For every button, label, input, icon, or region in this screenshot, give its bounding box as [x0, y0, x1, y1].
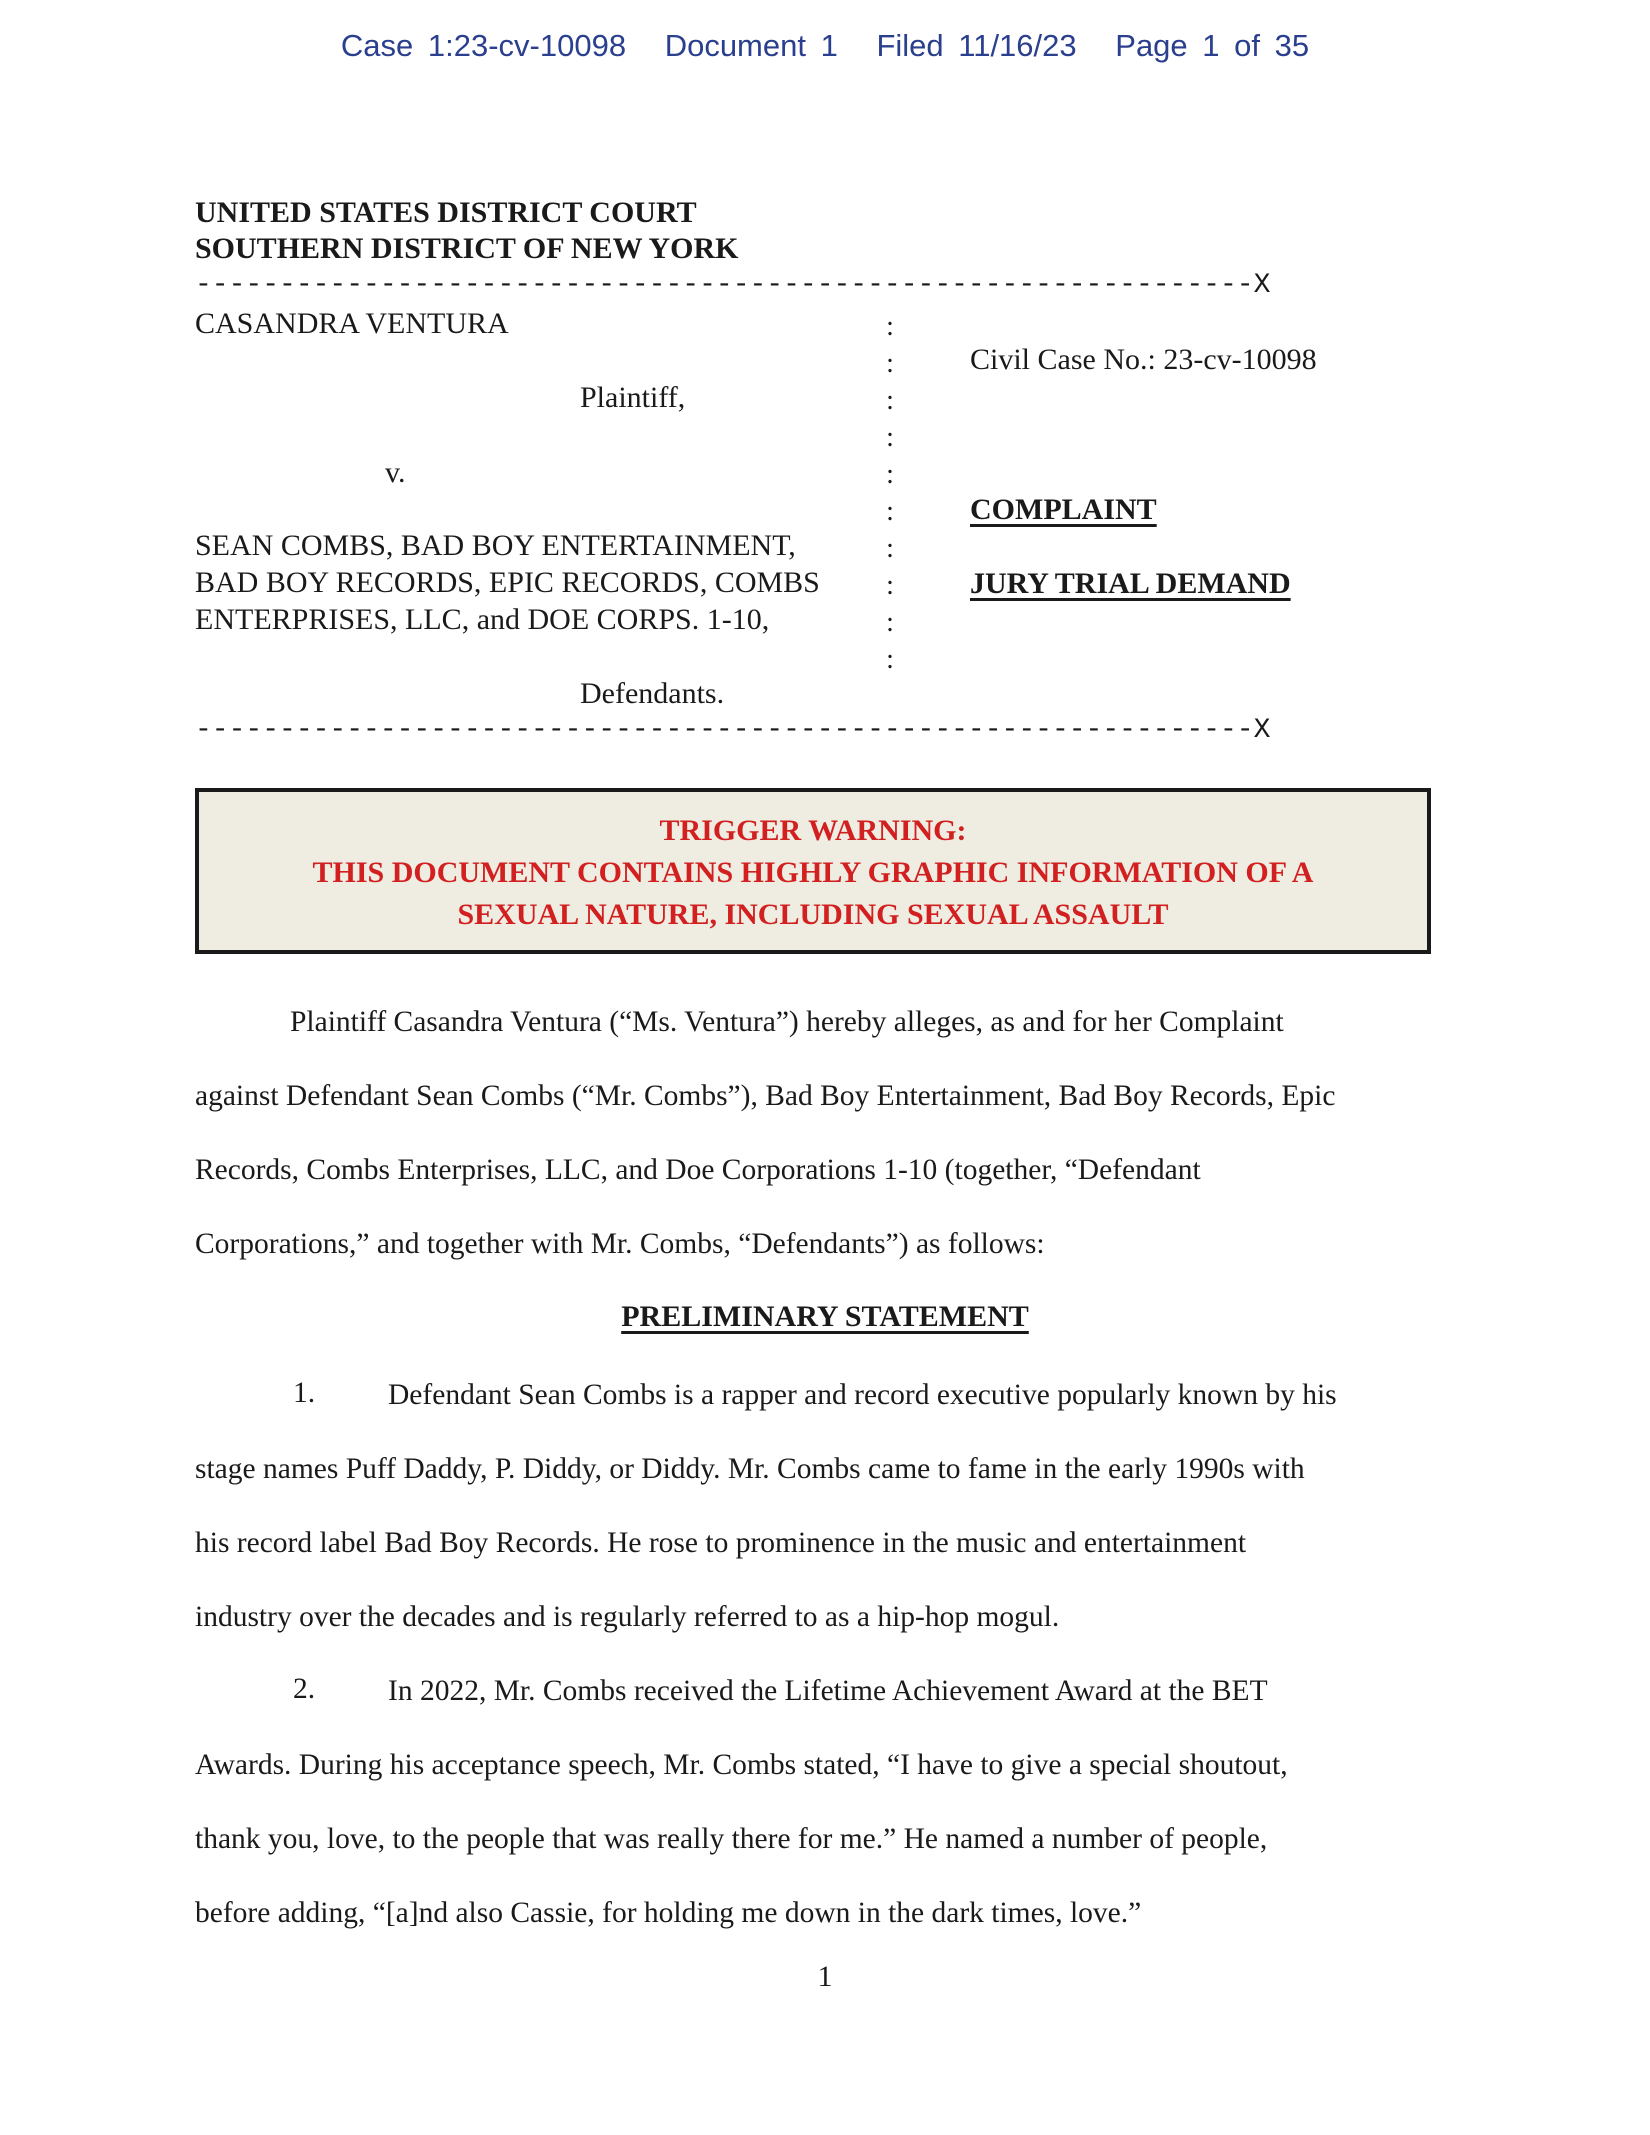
paragraph-line: his record label Bad Boy Records. He rose to prominence in the music and entertainment: [195, 1527, 1247, 1559]
plaintiff-label: Plaintiff,: [580, 381, 686, 414]
caption-colon-column: [880, 308, 900, 678]
caption-colon: :: [886, 496, 894, 527]
paragraph-number: 2.: [293, 1673, 316, 1705]
caption-colon: :: [886, 311, 894, 342]
defendants-line2: BAD BOY RECORDS, EPIC RECORDS, COMBS: [195, 566, 820, 599]
paragraph-number: 1.: [293, 1377, 316, 1409]
caption-colon: :: [886, 533, 894, 564]
caption-colon: :: [886, 459, 894, 490]
ecf-header: [0, 28, 1650, 64]
intro-line: against Defendant Sean Combs (“Mr. Combs”), Bad Boy Entertainment, Bad Boy Records, Epic: [195, 1080, 1336, 1112]
court-name-line2: SOUTHERN DISTRICT OF NEW YORK: [195, 232, 739, 265]
caption-colon: :: [886, 385, 894, 416]
intro-line: Corporations,” and together with Mr. Combs, “Defendants”) as follows:: [195, 1228, 1045, 1260]
trigger-warning-line2: THIS DOCUMENT CONTAINS HIGHLY GRAPHIC INFORMATION OF A: [312, 856, 1314, 889]
complaint-title: COMPLAINT: [970, 493, 1157, 526]
trigger-warning-box: [195, 788, 1431, 954]
plaintiff-name: CASANDRA VENTURA: [195, 307, 509, 340]
caption-colon: :: [886, 644, 894, 675]
paragraph-line: before adding, “[a]nd also Cassie, for holding me down in the dark times, love.”: [195, 1897, 1142, 1929]
paragraph-line: Defendant Sean Combs is a rapper and record executive popularly known by his: [388, 1379, 1337, 1411]
intro-line: Records, Combs Enterprises, LLC, and Doe Corporations 1-10 (together, “Defendant: [195, 1154, 1201, 1186]
defendants-line1: SEAN COMBS, BAD BOY ENTERTAINMENT,: [195, 529, 796, 562]
trigger-warning-line1: TRIGGER WARNING:: [659, 814, 967, 847]
ecf-page-indicator: Page 1 of 35: [1115, 28, 1310, 63]
paragraph-line: industry over the decades and is regularly referred to as a hip-hop mogul.: [195, 1601, 1060, 1633]
jury-trial-demand: JURY TRIAL DEMAND: [970, 567, 1291, 600]
page-number: 1: [817, 1960, 833, 1993]
caption-separator-bottom: ---------------------------------------------------------------X: [195, 715, 1271, 746]
ecf-document-number: Document 1: [664, 28, 838, 63]
ecf-filed-date: Filed 11/16/23: [876, 28, 1077, 63]
paragraph-line: thank you, love, to the people that was really there for me.” He named a number of people,: [195, 1823, 1268, 1855]
paragraph-line: stage names Puff Daddy, P. Diddy, or Diddy. Mr. Combs came to fame in the early 1990s with: [195, 1453, 1305, 1485]
caption-separator-top: ---------------------------------------------------------------X: [195, 270, 1271, 301]
caption-colon: :: [886, 422, 894, 453]
ecf-case-number: Case 1:23-cv-10098: [340, 28, 627, 63]
trigger-warning-line3: SEXUAL NATURE, INCLUDING SEXUAL ASSAULT: [457, 898, 1169, 931]
paragraph-line: In 2022, Mr. Combs received the Lifetime Achievement Award at the BET: [388, 1675, 1268, 1707]
paragraph-line: Awards. During his acceptance speech, Mr. Combs stated, “I have to give a special shoutout,: [195, 1749, 1288, 1781]
intro-line: Plaintiff Casandra Ventura (“Ms. Ventura”) hereby alleges, as and for her Complaint: [290, 1006, 1284, 1038]
court-name-line1: UNITED STATES DISTRICT COURT: [195, 196, 697, 229]
versus-label: v.: [385, 456, 406, 489]
section-heading: PRELIMINARY STATEMENT: [621, 1300, 1029, 1333]
caption-colon: :: [886, 607, 894, 638]
defendants-label: Defendants.: [580, 677, 725, 710]
caption-colon: :: [886, 348, 894, 379]
civil-case-number: Civil Case No.: 23-cv-10098: [970, 343, 1317, 376]
defendants-line3: ENTERPRISES, LLC, and DOE CORPS. 1-10,: [195, 603, 770, 636]
caption-colon: :: [886, 570, 894, 601]
